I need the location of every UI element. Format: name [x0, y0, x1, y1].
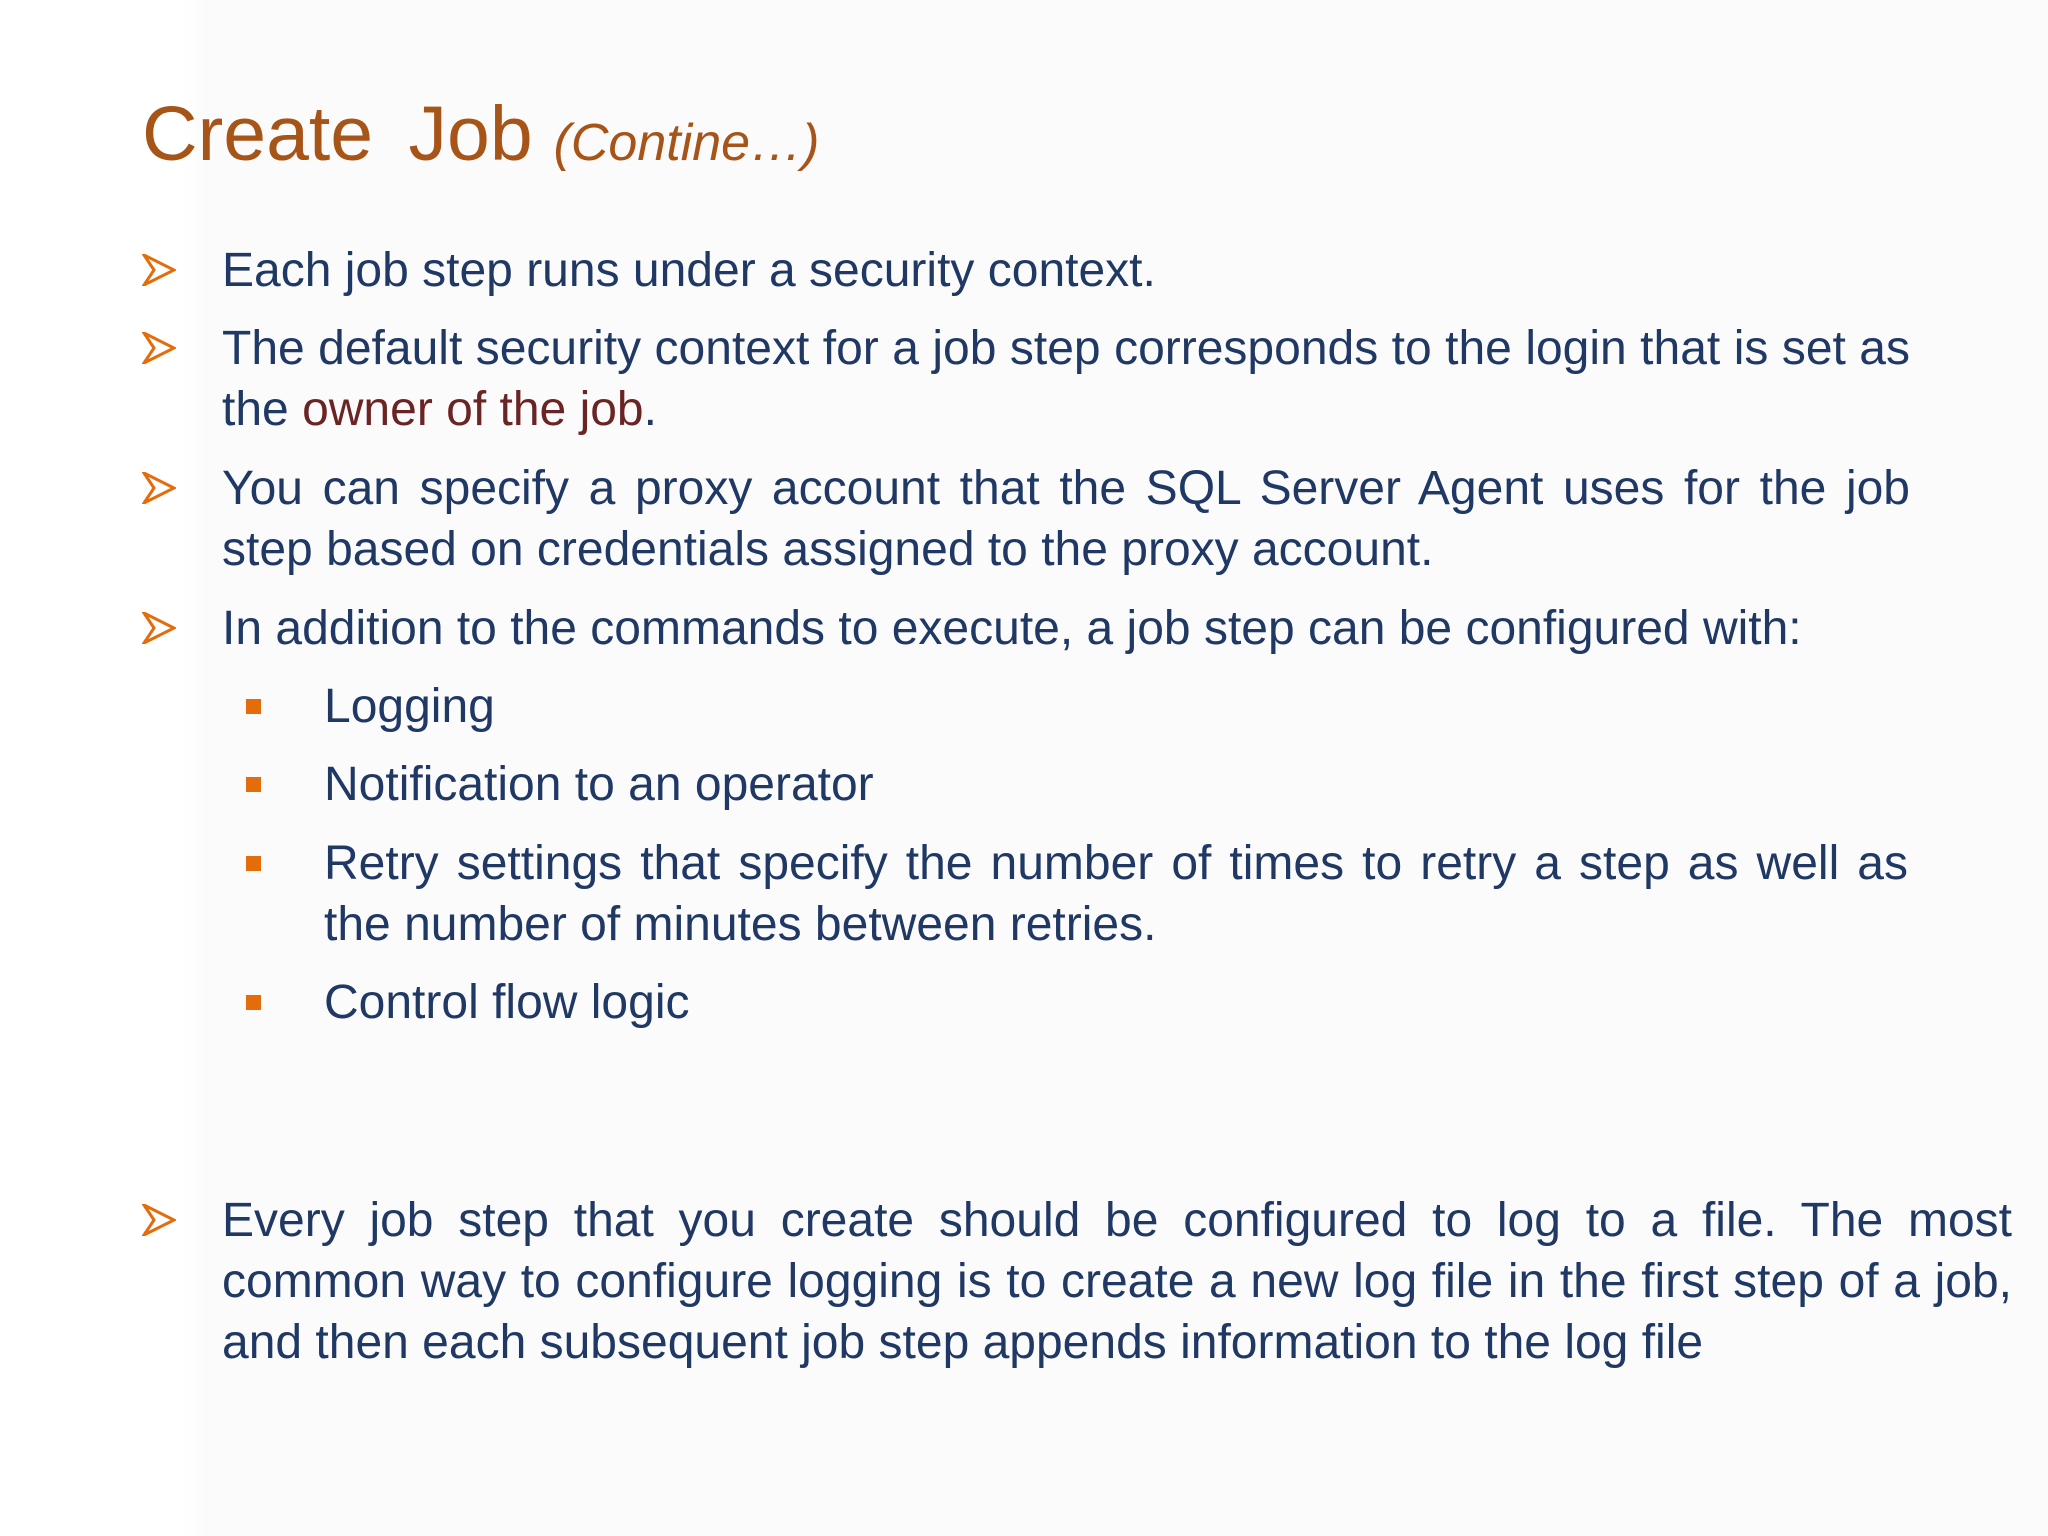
- sub-bullet-item: [246, 972, 1912, 1033]
- sub-bullet-text: Control flow logic: [324, 976, 690, 1029]
- bullet-text: Every job step that you create should be configured to log to a file. The most common way to configure logging is to create a new log file in the first step of a job, and then each subsequent job step appends information to the log file: [222, 1194, 2012, 1369]
- sub-bullet-item: [246, 833, 1912, 955]
- arrow-bullet-icon: [142, 240, 222, 300]
- title-subtitle: (Contine…): [553, 114, 820, 172]
- bullet-item: [142, 318, 2012, 440]
- bullet-text-part: .: [643, 383, 657, 436]
- square-bullet-icon: [246, 972, 324, 1032]
- sub-bullet-text: Notification to an operator: [324, 758, 874, 811]
- sub-bullet-text: Retry settings that specify the number of times to retry a step as well as the number of minutes between retries.: [324, 837, 1908, 951]
- arrow-bullet-icon: [142, 598, 222, 658]
- bullet-text: In addition to the commands to execute, a job step can be configured with:: [222, 602, 1802, 655]
- bullet-text-part: The default security context for a job step corresponds to the login that is set as the: [222, 322, 1910, 436]
- sub-bullet-item: [246, 676, 1912, 737]
- arrow-bullet-icon: [142, 1190, 222, 1250]
- bullet-item: [142, 240, 2012, 301]
- square-bullet-icon: [246, 833, 324, 893]
- bullet-text: You can specify a proxy account that the SQL Server Agent uses for the job step based on credentials assigned to the proxy account.: [222, 462, 1910, 576]
- bullet-item: [142, 458, 2012, 580]
- title-main: Create Job: [142, 91, 533, 177]
- owner-of-job-highlight: owner of the job: [302, 383, 644, 436]
- bullet-item: [142, 598, 2012, 659]
- square-bullet-icon: [246, 754, 324, 814]
- bullet-item: [142, 1190, 2012, 1373]
- arrow-bullet-icon: [142, 458, 222, 518]
- bullet-text: [222, 318, 1910, 440]
- arrow-bullet-icon: [142, 318, 222, 378]
- sub-bullet-text: Logging: [324, 680, 495, 733]
- bullet-text: Each job step runs under a security context.: [222, 244, 1156, 297]
- slide-title: [142, 91, 820, 177]
- sub-bullet-item: [246, 754, 1912, 815]
- square-bullet-icon: [246, 676, 324, 736]
